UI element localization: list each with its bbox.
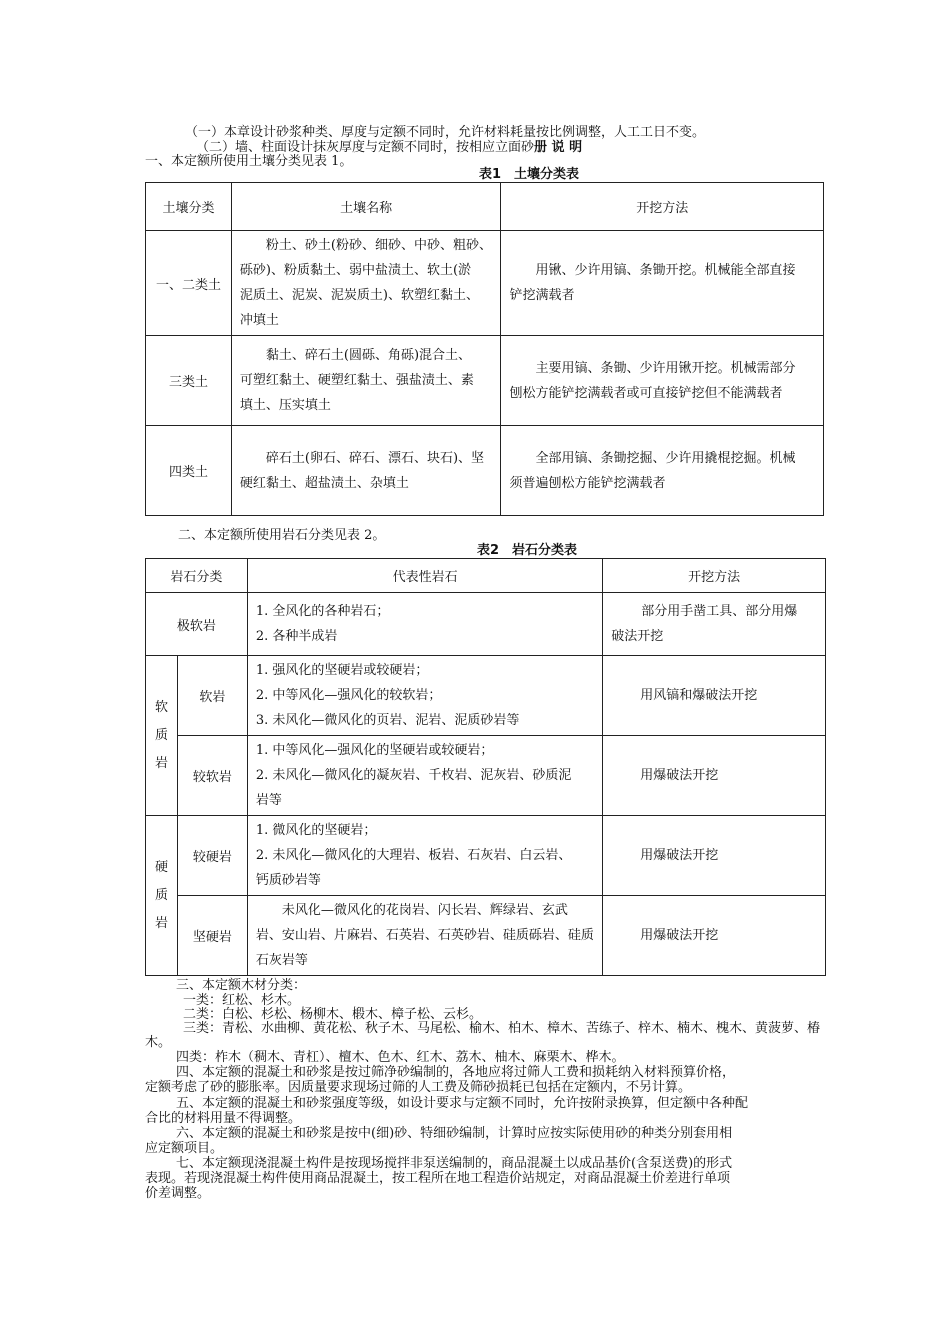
text-line: 须普遍刨松方能铲挖满载者 <box>509 475 666 491</box>
section-7-line-1: 七、本定额现浇混凝土构件是按现场搅拌非泵送编制的，商品混凝土以成品基价(含泵送费)的形式 <box>176 1156 733 1171</box>
section-4-line-2: 定额考虑了砂的膨胀率。因质量要求现场过筛的人工费及筛砂损耗已包括在定额内，不另计算。 <box>145 1080 692 1095</box>
table-header-cell: 开挖方法 <box>501 183 824 231</box>
table-header-row <box>146 183 824 231</box>
group-label: 硬质岩 <box>154 859 168 931</box>
text-line: 钙质砂岩等 <box>255 873 321 888</box>
table-row <box>146 426 824 516</box>
table-header-cell: 土壤分类 <box>146 183 232 231</box>
representative-rocks <box>247 656 602 736</box>
text-line: 3. 未风化—微风化的页岩、泥岩、泥质砂岩等 <box>255 713 520 728</box>
soil-category: 三类土 <box>146 336 232 426</box>
text-line: 1. 强风化的坚硬岩或较硬岩； <box>255 663 429 678</box>
text-line: 砾砂)、粉质黏土、弱中盐渍土、软土(淤 <box>239 263 472 278</box>
soil-names <box>231 231 501 336</box>
text-line: 黏土、碎石土(圆砾、角砾)混合土、 <box>265 348 472 363</box>
intro-line-1: （一）本章设计砂浆种类、厚度与定额不同时，允许材料耗量按比例调整，人工工日不变。 <box>185 125 706 140</box>
text-line: 2. 各种半成岩 <box>255 629 338 644</box>
text-line: 部分用手凿工具、部分用爆 <box>641 604 798 619</box>
text-line: 用锹、少许用镐、条锄开挖。机械能全部直接 <box>535 263 796 278</box>
section-6-line-2: 应定额项目。 <box>145 1141 224 1156</box>
excavation-method <box>501 426 824 516</box>
intro-line-2-text: （二）墙、柱面设计抹灰厚度与定额不同时，按相应立面砂 <box>196 140 535 155</box>
table-header-cell: 岩石分类 <box>146 559 248 593</box>
group-label: 软质岩 <box>154 699 168 771</box>
excavation-method <box>501 336 824 426</box>
text-line: 1. 全风化的各种岩石； <box>255 604 390 619</box>
text-line: 2. 未风化—微风化的凝灰岩、千枚岩、泥灰岩、砂质泥 <box>255 768 572 783</box>
text-line: 2. 未风化—微风化的大理岩、板岩、石灰岩、白云岩、 <box>255 848 572 863</box>
section-5-line-2: 合比的材料用量不得调整。 <box>145 1111 302 1126</box>
excavation-method <box>501 231 824 336</box>
section-1-title: 一、本定额所使用土壤分类见表 1。 <box>145 154 353 169</box>
soil-names <box>231 426 501 516</box>
wood-class-4: 四类：柞木（稠木、青杠）、檀木、色木、红木、荔木、柚木、麻栗木、桦木。 <box>176 1050 625 1065</box>
excavation-method: 用爆破法开挖 <box>603 816 826 896</box>
table-header-cell: 代表性岩石 <box>247 559 602 593</box>
representative-rocks <box>247 736 602 816</box>
text-line: 填土、压实填土 <box>239 398 331 413</box>
wood-class-2: 二类：白松、杉松、杨柳木、椴木、樟子松、云杉。 <box>183 1007 483 1022</box>
text-line: 石灰岩等 <box>255 953 308 968</box>
section-7-line-3: 价差调整。 <box>145 1186 211 1201</box>
text-line: 刨松方能铲挖满载者或可直接铲挖但不能满载者 <box>509 385 783 401</box>
excavation-method <box>603 593 826 656</box>
representative-rocks <box>247 816 602 896</box>
rock-group-hard <box>146 816 178 976</box>
table-header-row <box>146 559 826 593</box>
wood-class-3: 三类：青松、水曲柳、黄花松、秋子木、马尾松、榆木、柏木、樟木、苦练子、梓木、楠木、槐木、黄菠萝、椿 <box>183 1021 821 1036</box>
table-2-caption: 表2 岩石分类表 <box>477 543 578 558</box>
rock-category: 极软岩 <box>146 593 248 656</box>
rock-category: 软岩 <box>177 656 247 736</box>
text-line: 1. 微风化的坚硬岩； <box>255 823 377 838</box>
soil-classification-table <box>145 182 824 516</box>
rock-group-soft <box>146 656 178 816</box>
text-line: 硬红黏土、超盐渍土、杂填土 <box>239 475 409 491</box>
table-1-caption: 表1 土壤分类表 <box>479 167 580 182</box>
table-header-cell: 土壤名称 <box>231 183 501 231</box>
text-line: 未风化—微风化的花岗岩、闪长岩、辉绿岩、玄武 <box>281 903 568 918</box>
text-line: 破法开挖 <box>611 629 664 644</box>
excavation-method: 用爆破法开挖 <box>603 896 826 976</box>
rock-category: 较硬岩 <box>177 816 247 896</box>
rock-category: 较软岩 <box>177 736 247 816</box>
table-row <box>146 816 826 896</box>
section-6-line-1: 六、本定额的混凝土和砂浆是按中(细)砂、特细砂编制，计算时应按实际使用砂的种类分别套用相 <box>176 1126 733 1141</box>
soil-category: 一、二类土 <box>146 231 232 336</box>
table-row <box>146 896 826 976</box>
table-row <box>146 736 826 816</box>
representative-rocks <box>247 593 602 656</box>
wood-class-1: 一类：红松、杉木。 <box>183 993 301 1008</box>
table-row <box>146 336 824 426</box>
soil-names <box>231 336 501 426</box>
excavation-method: 用爆破法开挖 <box>603 736 826 816</box>
section-5-line-1: 五、本定额的混凝土和砂浆强度等级，如设计要求与定额不同时，允许按附录换算，但定额中各种配 <box>176 1096 749 1111</box>
text-line: 岩、安山岩、片麻岩、石英岩、石英砂岩、硅质砾岩、硅质 <box>255 928 594 943</box>
text-line: 泥质土、泥炭、泥炭质土)、软塑红黏土、 <box>239 288 479 303</box>
table-row <box>146 593 826 656</box>
section-4-line-1: 四、本定额的混凝土和砂浆是按过筛净砂编制的，各地应将过筛人工费和损耗纳入材料预算价格， <box>176 1065 736 1080</box>
table-header-cell: 开挖方法 <box>603 559 826 593</box>
wood-class-3-cont: 木。 <box>145 1035 172 1050</box>
document-title: 册 说 明 <box>534 140 583 155</box>
section-3-title: 三、本定额木材分类： <box>176 978 307 993</box>
intro-line-2 <box>196 140 582 155</box>
text-line: 铲挖满载者 <box>509 288 575 303</box>
text-line: 主要用镐、条锄、少许用锹开挖。机械需部分 <box>535 360 796 376</box>
rock-classification-table <box>145 558 826 976</box>
text-line: 1. 中等风化—强风化的坚硬岩或较硬岩； <box>255 743 494 758</box>
table-row <box>146 656 826 736</box>
text-line: 岩等 <box>255 793 282 808</box>
rock-category: 坚硬岩 <box>177 896 247 976</box>
text-line: 碎石土(卵石、碎石、漂石、块石)、坚 <box>265 450 485 466</box>
text-line: 全部用镐、条锄挖掘、少许用撬棍挖掘。机械 <box>535 450 796 466</box>
representative-rocks <box>247 896 602 976</box>
text-line: 2. 中等风化—强风化的较软岩； <box>255 688 442 703</box>
soil-category: 四类土 <box>146 426 232 516</box>
text-line: 可塑红黏土、硬塑红黏土、强盐渍土、素 <box>239 373 474 388</box>
text-line: 冲填土 <box>239 313 279 328</box>
table-row <box>146 231 824 336</box>
excavation-method: 用风镐和爆破法开挖 <box>603 656 826 736</box>
text-line: 粉土、砂土(粉砂、细砂、中砂、粗砂、 <box>265 238 492 253</box>
section-2-title: 二、本定额所使用岩石分类见表 2。 <box>178 528 386 543</box>
section-7-line-2: 表现。若现浇混凝土构件使用商品混凝土，按工程所在地工程造价站规定，对商品混凝土价差进行单项 <box>145 1171 731 1186</box>
